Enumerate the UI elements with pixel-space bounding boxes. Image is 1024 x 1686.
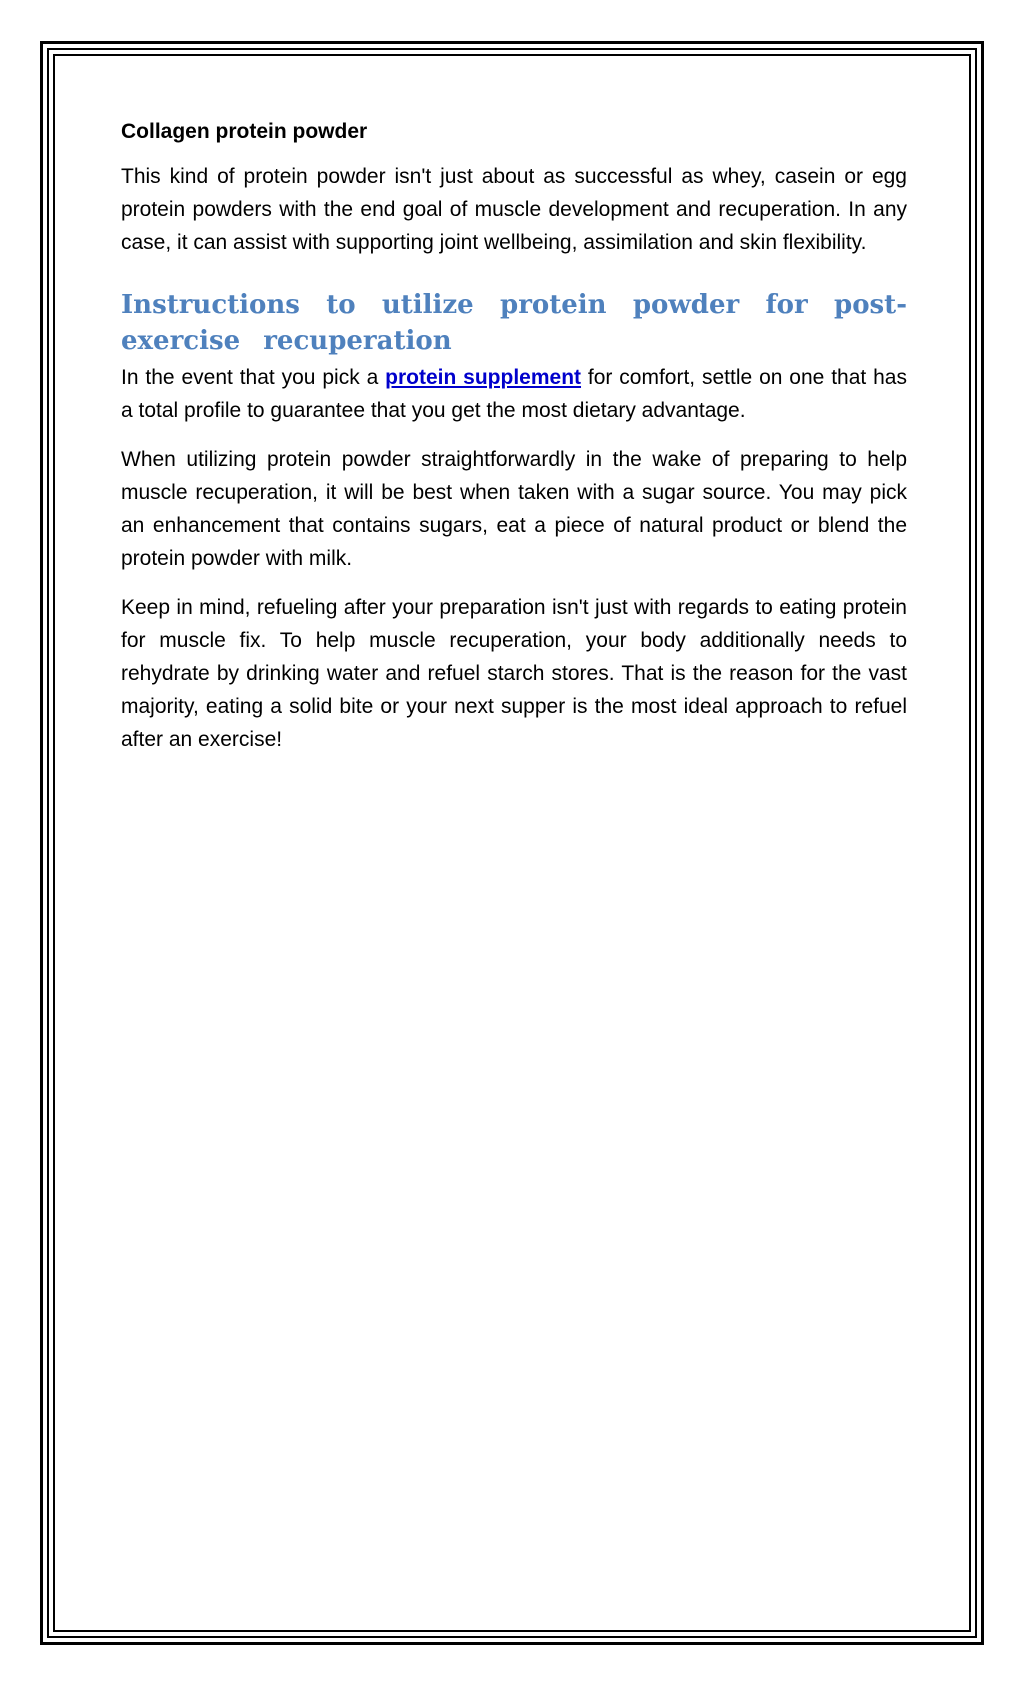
instructions-paragraph-2: When utilizing protein powder straightforwardly in the wake of preparing to help muscle recuperation, it will be best when taken with a sugar source. You may pick an enhancement that contains sugars, eat a piece of natural product or blend the protein powder with milk. [121,448,907,570]
instructions-paragraph-1 [121,361,907,427]
collagen-paragraph: This kind of protein powder isn't just about as successful as whey, casein or egg protein powders with the end goal of muscle development and recuperation. In any case, it can assist with supporting joint wellbeing, assimilation and skin flexibility. [121,165,907,254]
paragraph-text: for comfort, settle on one that has a total profile to guarantee that you get the most dietary advantage. [121,366,907,422]
section-title-collagen: Collagen protein powder [121,120,368,143]
protein-supplement-link[interactable]: protein supplement [385,366,582,389]
document-body [121,118,907,772]
instructions-paragraph-3: Keep in mind, refueling after your preparation isn't just with regards to eating protein for muscle fix. To help muscle recuperation, your body additionally needs to rehydrate by drinking water and refuel starch stores. That is the reason for the vast majority, eating a solid bite or your next supper is the most ideal approach to refuel after an exercise! [121,596,907,751]
paragraph-text: In the event that you pick a [121,366,386,389]
section-heading-instructions: Instructions to utilize protein powder for post-exercise recuperation [121,290,907,356]
